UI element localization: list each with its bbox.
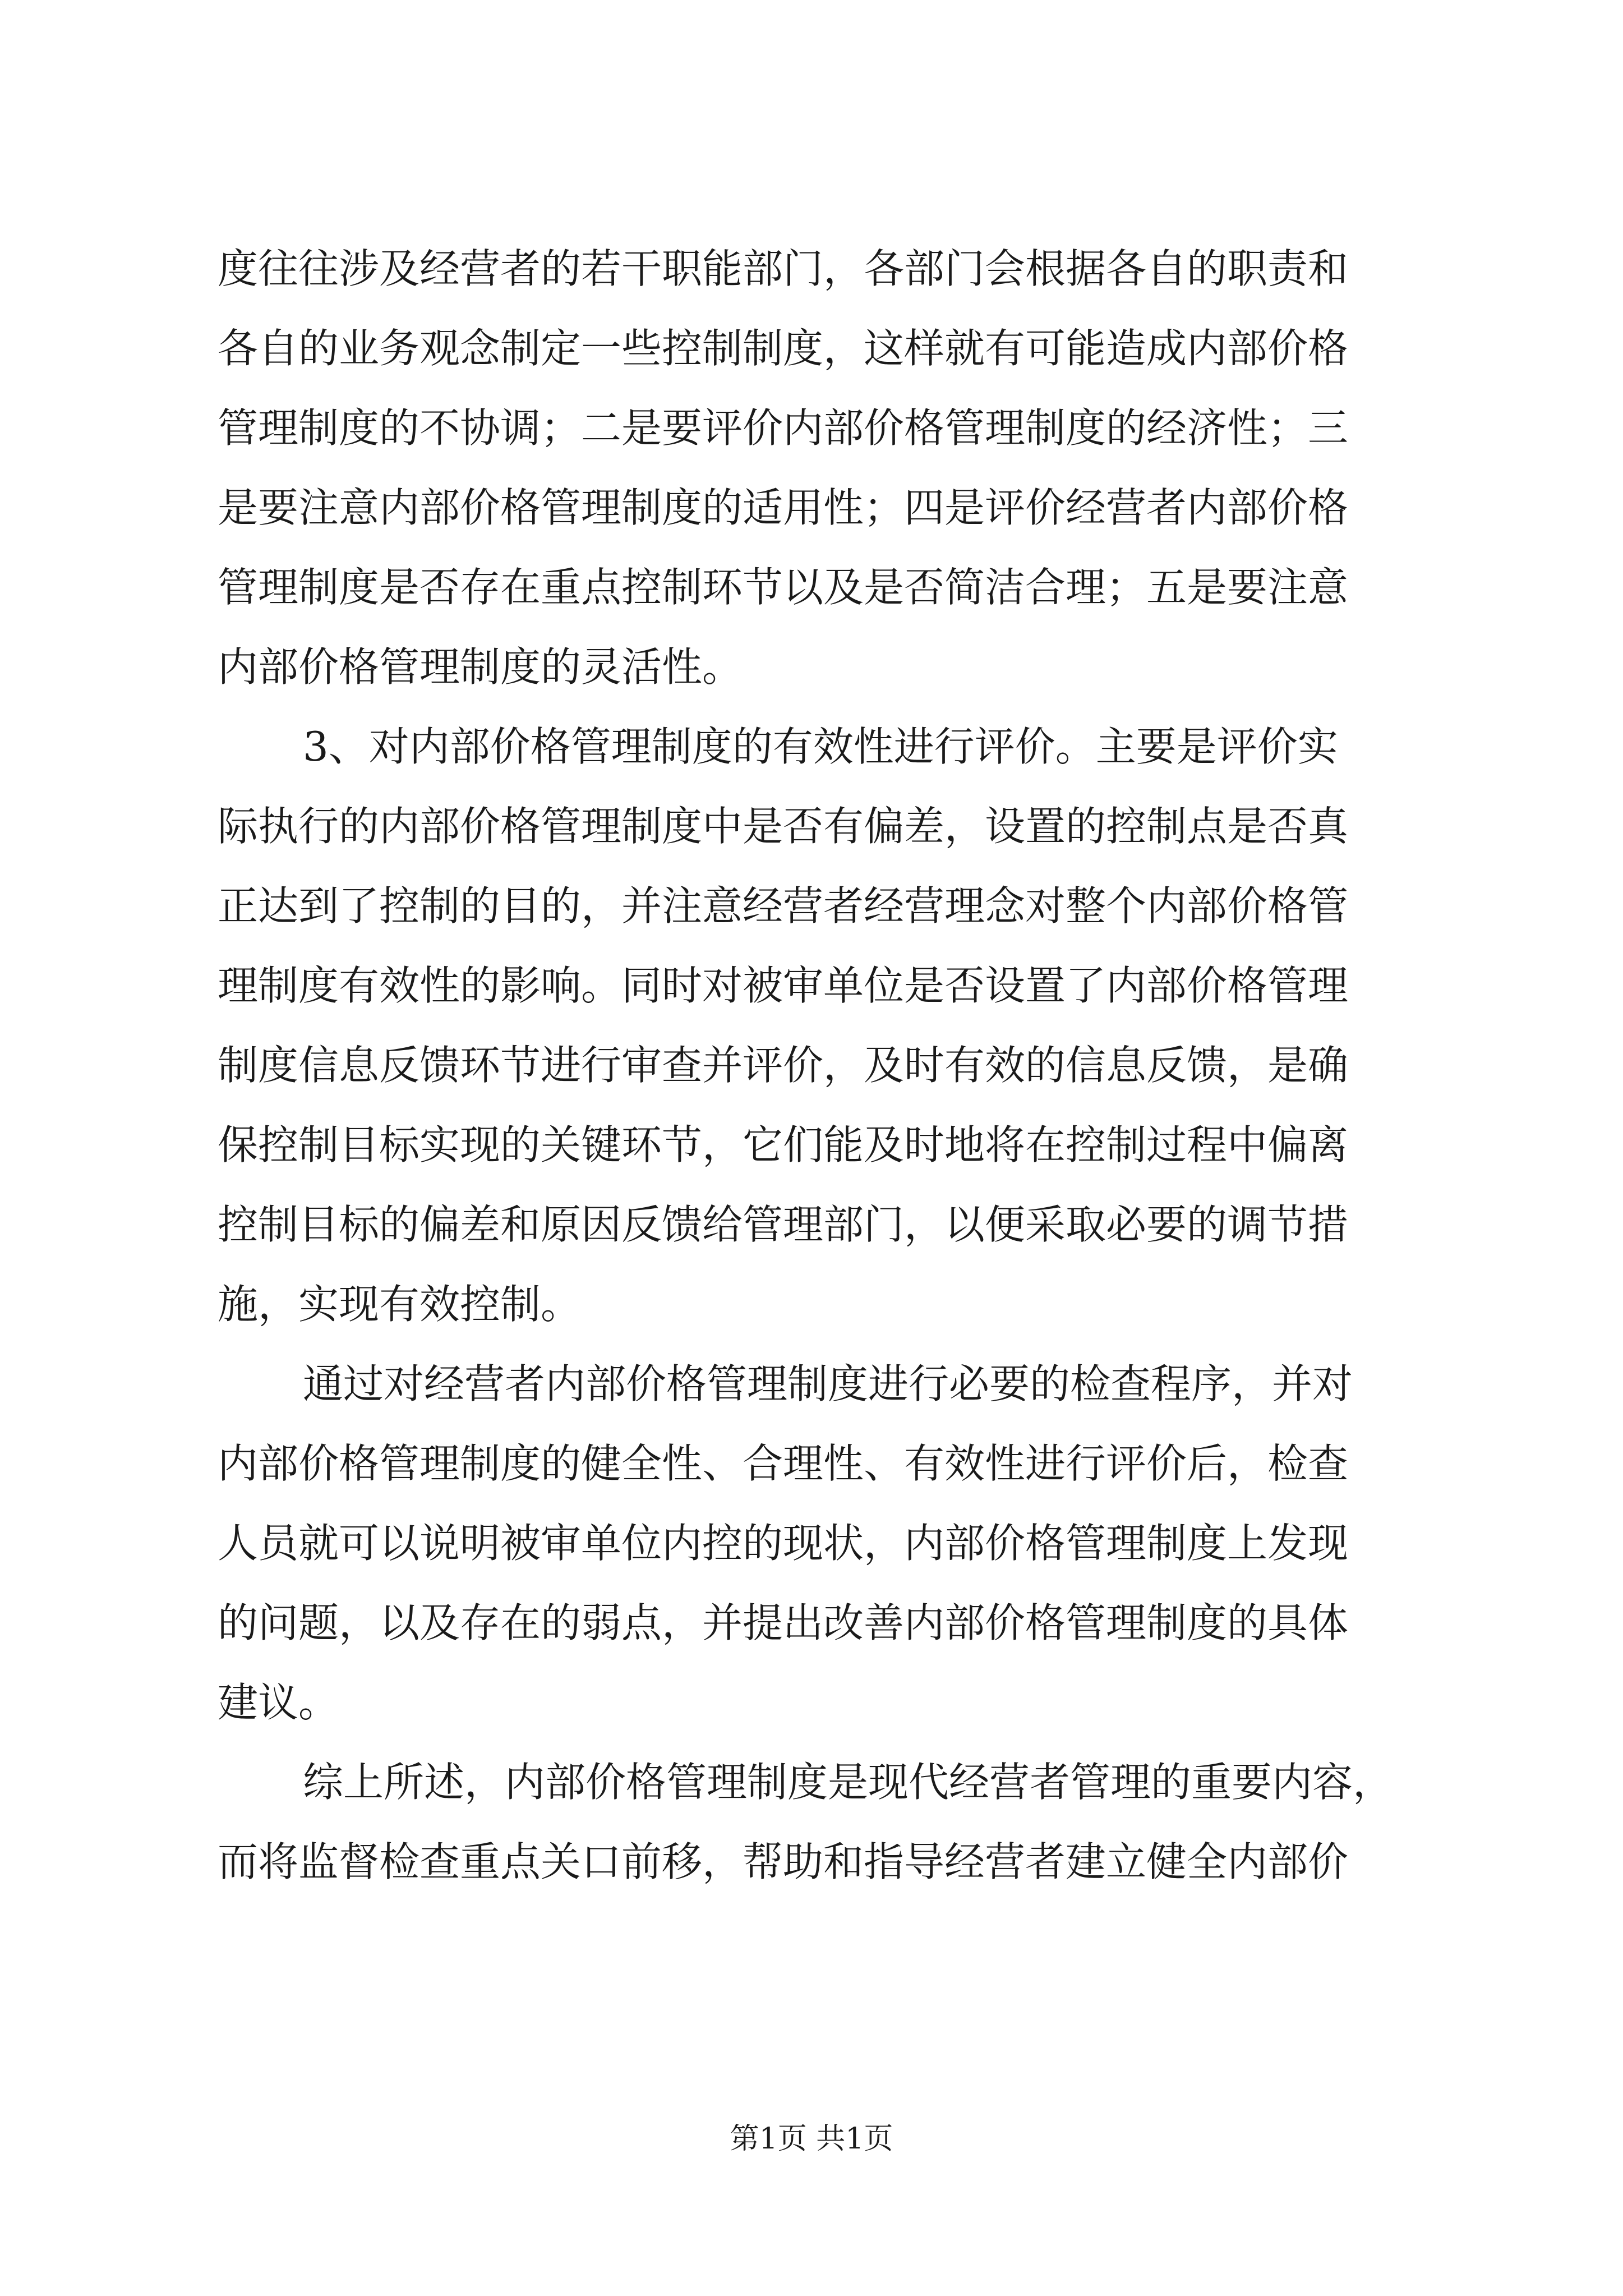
text-line: 人员就可以说明被审单位内控的现状，内部价格管理制度上发现 bbox=[218, 1520, 1349, 1567]
document-body bbox=[218, 229, 1418, 1902]
text-line: 度往往涉及经营者的若干职能部门，各部门会根据各自的职责和 bbox=[218, 245, 1349, 292]
text-line: 的问题，以及存在的弱点，并提出改善内部价格管理制度的具体 bbox=[218, 1599, 1349, 1646]
text-line: 综上所述，内部价格管理制度是现代经营者管理的重要内容， bbox=[303, 1759, 1394, 1806]
text-line: 理制度有效性的影响。同时对被审单位是否设置了内部价格管理 bbox=[218, 962, 1349, 1009]
text-line: 各自的业务观念制定一些控制制度，这样就有可能造成内部价格 bbox=[218, 325, 1349, 372]
text-line: 通过对经营者内部价格管理制度进行必要的检查程序，并对 bbox=[303, 1360, 1353, 1407]
paragraph-3 bbox=[218, 1344, 1418, 1742]
text-line: 控制目标的偏差和原因反馈给管理部门，以便采取必要的调节措 bbox=[218, 1201, 1349, 1248]
text-line: 制度信息反馈环节进行审查并评价，及时有效的信息反馈，是确 bbox=[218, 1042, 1349, 1089]
text-line: 3、对内部价格管理制度的有效性进行评价。主要是评价实 bbox=[303, 723, 1338, 770]
page-number-footer: 第1页 共1页 bbox=[730, 2122, 893, 2156]
paragraph-1 bbox=[218, 229, 1418, 707]
text-line: 际执行的内部价格管理制度中是否有偏差，设置的控制点是否真 bbox=[218, 803, 1349, 850]
text-line: 是要注意内部价格管理制度的适用性；四是评价经营者内部价格 bbox=[218, 484, 1349, 531]
text-line: 管理制度是否存在重点控制环节以及是否简洁合理；五是要注意 bbox=[218, 564, 1349, 611]
text-line: 内部价格管理制度的灵活性。 bbox=[218, 643, 743, 691]
text-line: 内部价格管理制度的健全性、合理性、有效性进行评价后，检查 bbox=[218, 1440, 1349, 1487]
text-line: 管理制度的不协调；二是要评价内部价格管理制度的经济性；三 bbox=[218, 404, 1349, 452]
text-line: 而将监督检查重点关口前移，帮助和指导经营者建立健全内部价 bbox=[218, 1838, 1349, 1885]
text-line: 保控制目标实现的关键环节，它们能及时地将在控制过程中偏离 bbox=[218, 1121, 1349, 1168]
paragraph-4 bbox=[218, 1742, 1418, 1902]
text-line: 施，实现有效控制。 bbox=[218, 1281, 582, 1328]
text-line: 正达到了控制的目的，并注意经营者经营理念对整个内部价格管 bbox=[218, 882, 1349, 930]
paragraph-2 bbox=[218, 707, 1418, 1344]
text-line: 建议。 bbox=[218, 1679, 339, 1726]
